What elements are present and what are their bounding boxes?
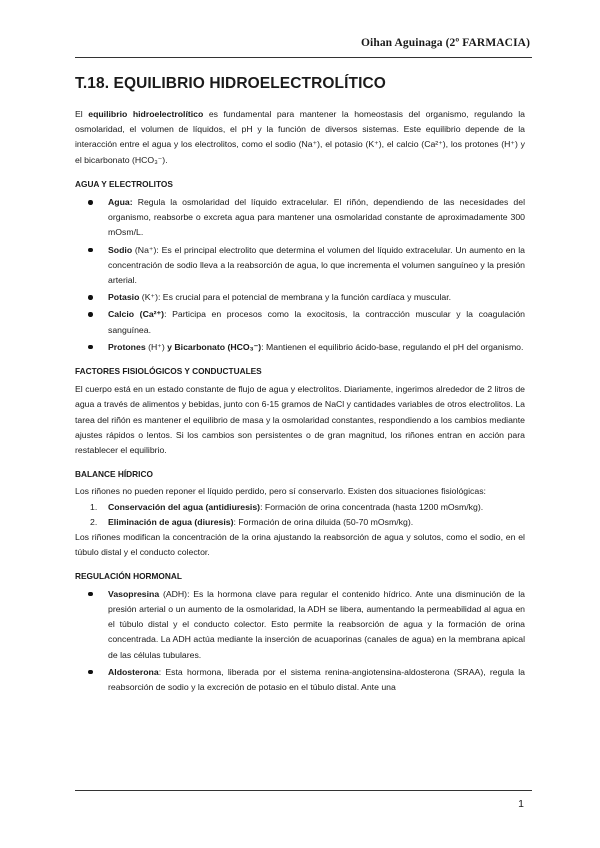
section-heading-balance: BALANCE HÍDRICO: [75, 469, 153, 480]
bullet-icon: [88, 248, 93, 253]
bullet-icon: [88, 200, 93, 205]
section-heading-hormonal: REGULACIÓN HORMONAL: [75, 571, 182, 582]
electrolitos-list: [75, 195, 525, 355]
header-divider: [75, 57, 532, 58]
bullet-icon: [88, 670, 93, 675]
bullet-icon: [88, 295, 93, 300]
bullet-icon: [88, 312, 93, 317]
footer-divider: [75, 790, 532, 791]
page-title: T.18. EQUILIBRIO HIDROELECTROLÍTICO: [75, 75, 386, 92]
list-item: Agua: Regula la osmolaridad del líquido extracelular. El riñón, dependiendo de las necesidades del organismo, reabsorbe o excreta agua para mantener una osmolaridad constante de aproximadamente 300 mOsm/L.: [75, 195, 525, 241]
factores-paragraph: El cuerpo está en un estado constante de flujo de agua y electrolitos. Diariamente, ingerimos alrededor de 2 litros de agua a través de alimentos y bebidas, junto con 6-15 gramos de NaCl y cantidades variables de otros electrolitos. La tarea del riñón es mantener el equilibrio de masa y la osmolaridad constantes, respondiendo a los cambios mediante ajustes rápidos o lentos. Si los cambios son persistentes o de gran magnitud, los riñones entran en acción para restablecer el equilibrio.: [75, 384, 525, 456]
list-item: 1. Conservación del agua (antidiuresis): Formación de orina concentrada (hasta 1200 mOsm/kg).: [90, 501, 484, 512]
list-item: Sodio (Na⁺): Es el principal electrolito que determina el volumen del líquido extracelular. Un aumento en la concentración de sodio lleva a la reabsorción de agua, lo que incrementa el volumen sanguíneo y la presión arterial.: [75, 243, 525, 289]
section-heading-agua: AGUA Y ELECTROLITOS: [75, 178, 173, 189]
balance-outro: Los riñones modifican la concentración de la orina ajustando la reabsorción de agua y solutos, como el sodio, en el túbulo distal y el conducto colector.: [75, 532, 525, 558]
document-body: [75, 107, 525, 697]
list-item: Vasopresina (ADH): Es la hormona clave para regular el contenido hídrico. Ante una disminución de la presión arterial o un aumento de la osmolaridad, la ADH se libera, aumentando la permeabilidad al agua en el túbulo distal y el conducto colector. Esto permite la reabsorción de agua y la formación de orina concentrada. La ADH actúa mediante la inserción de acuaporinas (canales de agua) en la membrana apical de las células tubulares.: [75, 587, 525, 663]
list-item: 2. Eliminación de agua (diuresis): Formación de orina diluida (50-70 mOsm/kg).: [90, 516, 414, 527]
bullet-icon: [88, 592, 93, 597]
list-item: Protones (H⁺) y Bicarbonato (HCO₃⁻): Mantienen el equilibrio ácido-base, regulando el pH del organismo.: [75, 340, 525, 355]
balance-list: [75, 500, 525, 530]
bullet-icon: [88, 345, 93, 350]
intro-paragraph: El equilibrio hidroelectrolítico es fundamental para mantener la homeostasis del organismo, regulando la osmolaridad, el volumen de líquidos, el pH y la función de diversos sistemas. Este equilibrio depende de la interacción entre el agua y los electrolitos, como el sodio (Na⁺), el potasio (K⁺), el calcio (Ca²⁺), los protones (H⁺) y el bicarbonato (HCO₃⁻).: [75, 109, 525, 165]
list-item: Potasio (K⁺): Es crucial para el potencial de membrana y la función cardíaca y muscular.: [75, 290, 525, 305]
page-number: 1: [518, 798, 524, 810]
intro-bold-term: equilibrio hidroelectrolítico: [88, 109, 204, 119]
header-author: Oihan Aguinaga (2º FARMACIA): [361, 37, 530, 49]
section-heading-factores: FACTORES FISIOLÓGICOS Y CONDUCTUALES: [75, 366, 262, 377]
list-item: Aldosterona: Esta hormona, liberada por el sistema renina-angiotensina-aldosterona (SRAA), regula la reabsorción de sodio y la excreción de potasio en el túbulo distal. Ante una: [75, 665, 525, 695]
balance-intro: Los riñones no pueden reponer el líquido perdido, pero sí conservarlo. Existen dos situaciones fisiológicas:: [75, 486, 486, 497]
hormonal-list: [75, 587, 525, 695]
list-item: Calcio (Ca²⁺): Participa en procesos como la exocitosis, la contracción muscular y la coagulación sanguínea.: [75, 307, 525, 337]
